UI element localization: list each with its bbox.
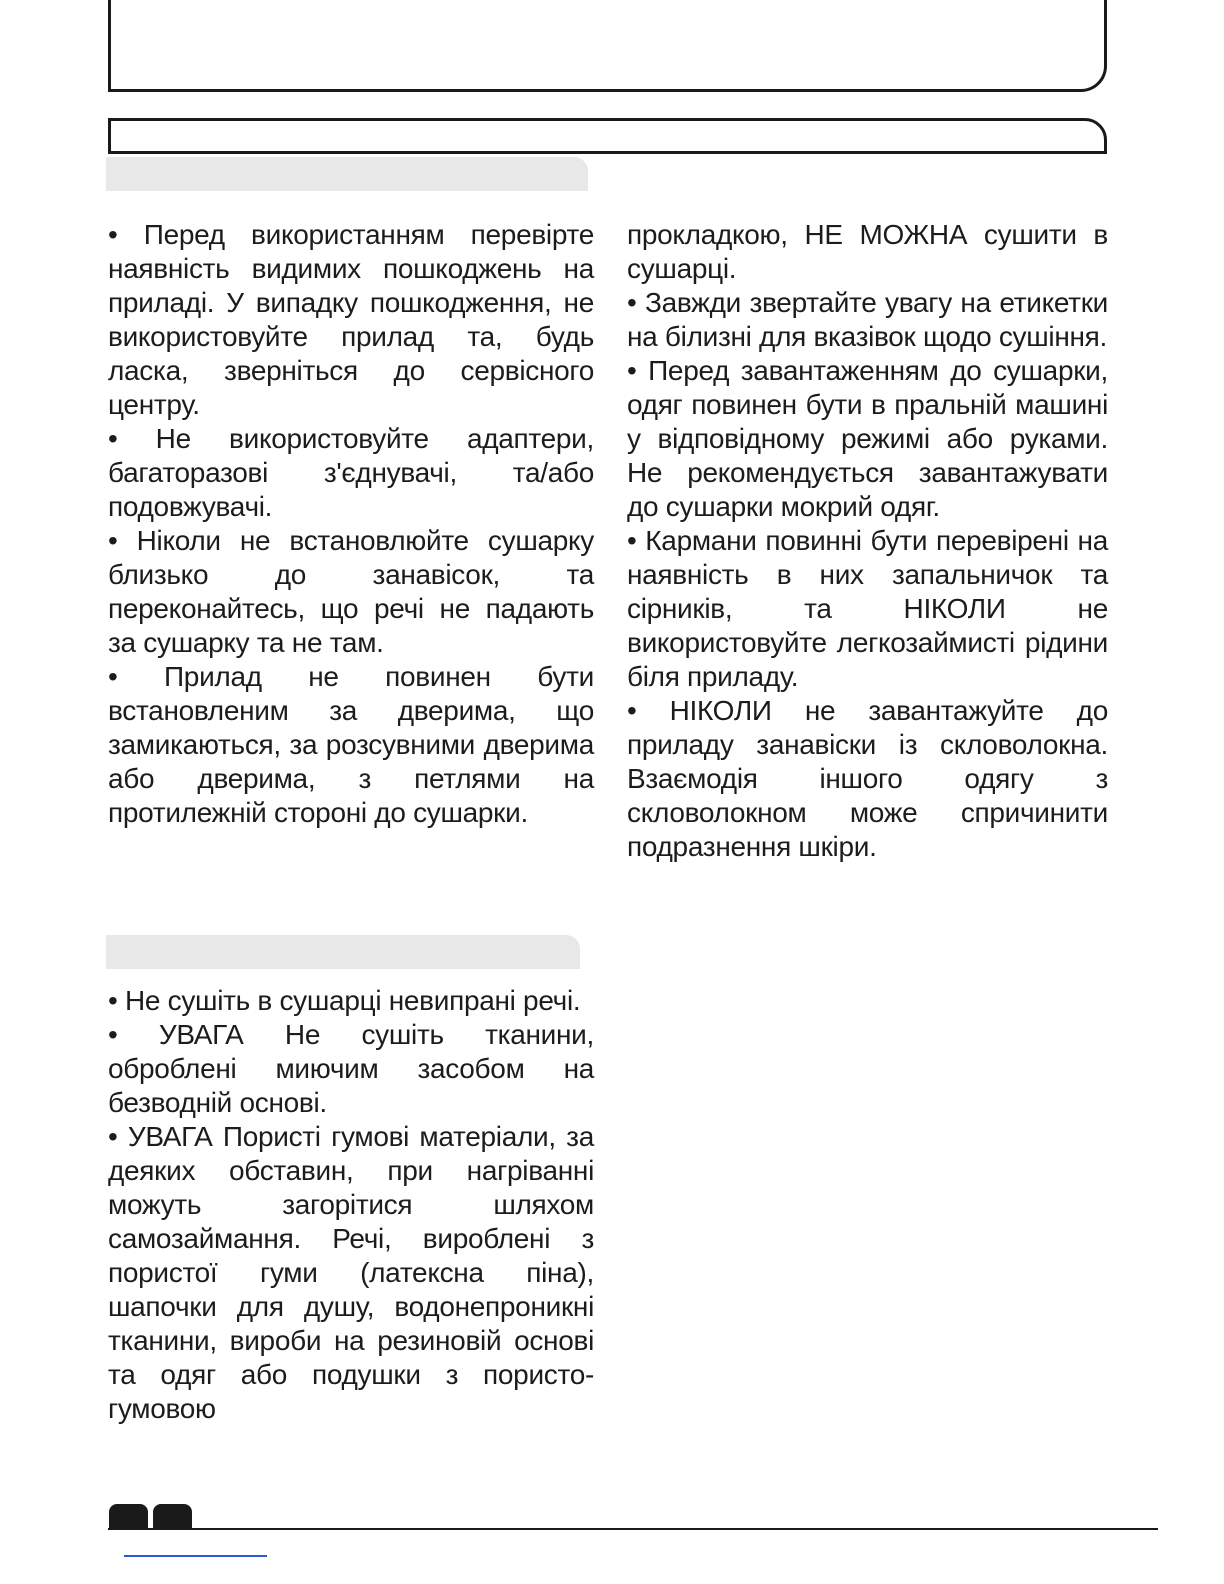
paragraph: • Перед використанням перевірте наявність видимих пошкоджень на приладі. У випадку пошкодження, не використовуйте прилад та, будь ласка, зверніться до сервісного центру. [108, 219, 594, 420]
paragraph: • Не сушіть в сушарці невипрані речі. [108, 985, 581, 1016]
paragraph: прокладкою, НЕ МОЖНА сушити в сушарці. [627, 219, 1108, 284]
paragraph: • Завжди звертайте увагу на етикетки на білизні для вказівок щодо сушіння. [627, 287, 1108, 352]
left-column-top [108, 218, 594, 830]
paragraph: • Прилад не повинен бути встановленим за дверима, що замикаються, за розсувними дверима або дверима, з петлями на протилежній стороні до сушарки. [108, 661, 594, 828]
right-column [627, 218, 1108, 864]
page-number-tab [109, 1504, 148, 1530]
paragraph: • Ніколи не встановлюйте сушарку близько до занавісок, та переконайтесь, що речі не падають за сушарку та не там. [108, 525, 594, 658]
paragraph: • Кармани повинні бути перевірені на наявність в них запальничок та сірників, та НІКОЛИ не використовуйте легкозаймисті рідини біля приладу. [627, 525, 1108, 692]
paragraph: • Перед завантаженням до сушарки, одяг повинен бути в пральній машині у відповідному режимі або руками. Не рекомендується завантажувати до сушарки мокрий одяг. [627, 355, 1108, 522]
page-number-tab [153, 1504, 192, 1530]
left-column-bottom [108, 984, 594, 1426]
section-heading-band [106, 935, 580, 969]
paragraph: • УВАГА Пористі гумові матеріали, за деяких обставин, при нагріванні можуть загорітися шляхом самозаймання. Речі, вироблені з пористої гуми (латексна піна), шапочки для душу, водонепроникні тканини, вироби на резиновій основі та одяг або подушки з пористо-гумовою [108, 1121, 594, 1424]
footer-link-underline[interactable] [124, 1555, 267, 1557]
footer-rule [108, 1528, 1158, 1530]
paragraph: • УВАГА Не сушіть тканини, оброблені миючим засобом на безводній основі. [108, 1019, 594, 1118]
paragraph: • Не використовуйте адаптери, багаторазові з'єднувачі, та/або подовжувачі. [108, 423, 594, 522]
paragraph: • НІКОЛИ не завантажуйте до приладу занавіски із скловолокна. Взаємодія іншого одягу з скловолокном може спричинити подразнення шкіри. [627, 695, 1108, 862]
section-heading-band [106, 157, 588, 191]
header-frame [108, 0, 1107, 92]
title-bar [108, 118, 1107, 154]
